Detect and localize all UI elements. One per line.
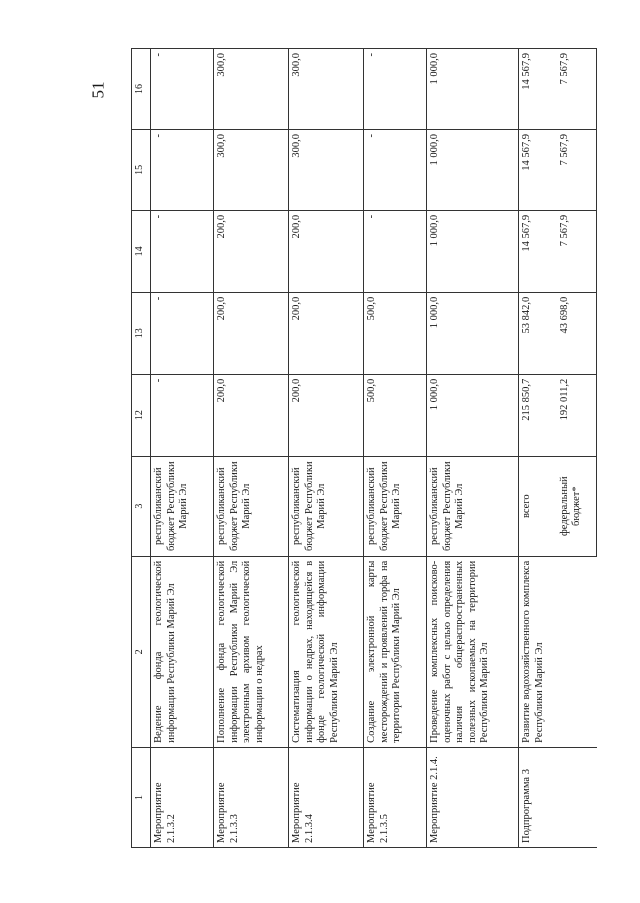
row-name: Создание электронной карты месторождений и проявлений торфа на территории Республики Марий Эл bbox=[364, 556, 427, 747]
row-source: республиканский бюджет Республики Марий Эл bbox=[151, 456, 214, 556]
header-col-13: 13 bbox=[132, 292, 151, 374]
value-col-12: 200,0 bbox=[289, 374, 364, 456]
row-name: Развитие водохозяйственного комплекса Республики Марий Эл bbox=[519, 556, 597, 747]
value-col-13: 500,0 bbox=[364, 292, 427, 374]
table-row bbox=[214, 49, 289, 848]
row-name: Пополнение фонда геологической информации Республики Марий Эл электронным архивом геологической информации о недрах bbox=[214, 556, 289, 747]
value-col-15: 300,0 bbox=[289, 129, 364, 210]
value-col-13: 1 000,0 bbox=[427, 292, 519, 374]
row-id: Мероприятие 2.1.3.4 bbox=[289, 747, 364, 847]
row-id: Мероприятие 2.1.3.2 bbox=[151, 747, 214, 847]
value-col-16: - bbox=[364, 49, 427, 130]
row-id: Мероприятие 2.1.3.3 bbox=[214, 747, 289, 847]
header-col-3: 3 bbox=[132, 456, 151, 556]
row-source: всего bbox=[519, 456, 557, 556]
table-row bbox=[289, 49, 364, 848]
value-col-15: - bbox=[364, 129, 427, 210]
header-col-1: 1 bbox=[132, 747, 151, 847]
value-col-13: - bbox=[151, 292, 214, 374]
value-col-14: 14 567,9 bbox=[519, 210, 557, 292]
value-col-13: 43 698,0 bbox=[557, 292, 597, 374]
row-id: Мероприятие 2.1.4. bbox=[427, 747, 519, 847]
table-row bbox=[427, 49, 519, 848]
row-id: Подпрограмма 3 bbox=[519, 747, 597, 847]
value-col-12: 1 000,0 bbox=[427, 374, 519, 456]
value-col-16: - bbox=[151, 49, 214, 130]
value-col-16: 300,0 bbox=[289, 49, 364, 130]
value-col-16: 14 567,9 bbox=[519, 49, 557, 130]
value-col-12: - bbox=[151, 374, 214, 456]
row-source: республиканский бюджет Республики Марий Эл bbox=[289, 456, 364, 556]
value-col-14: 200,0 bbox=[289, 210, 364, 292]
table-row bbox=[364, 49, 427, 848]
value-col-12: 192 011,2 bbox=[557, 374, 597, 456]
value-col-15: 14 567,9 bbox=[519, 129, 557, 210]
row-source-secondary: федеральный бюджет* bbox=[557, 456, 597, 556]
value-col-13: 200,0 bbox=[214, 292, 289, 374]
table-row bbox=[151, 49, 214, 848]
value-col-16: 1 000,0 bbox=[427, 49, 519, 130]
row-name: Проведение комплексных поисково-оценочных работ с целью определения наличия общераспространенных полезных ископаемых на территории Республики Марий Эл bbox=[427, 556, 519, 747]
row-source: республиканский бюджет Республики Марий Эл bbox=[427, 456, 519, 556]
row-name: Систематизация геологической информации о недрах, находящейся в фонде геологической информации Республики Марий Эл bbox=[289, 556, 364, 747]
value-col-14: - bbox=[364, 210, 427, 292]
value-col-15: 7 567,9 bbox=[557, 129, 597, 210]
value-col-16: 300,0 bbox=[214, 49, 289, 130]
value-col-15: 300,0 bbox=[214, 129, 289, 210]
value-col-14: 1 000,0 bbox=[427, 210, 519, 292]
header-col-12: 12 bbox=[132, 374, 151, 456]
row-id: Мероприятие 2.1.3.5 bbox=[364, 747, 427, 847]
row-source: республиканский бюджет Республики Марий Эл bbox=[214, 456, 289, 556]
page-number: 51 bbox=[88, 81, 108, 99]
header-col-2: 2 bbox=[132, 556, 151, 747]
row-name: Ведение фонда геологической информации Республики Марий Эл bbox=[151, 556, 214, 747]
value-col-14: - bbox=[151, 210, 214, 292]
value-col-13: 200,0 bbox=[289, 292, 364, 374]
value-col-14: 200,0 bbox=[214, 210, 289, 292]
value-col-12: 500,0 bbox=[364, 374, 427, 456]
table-row bbox=[519, 49, 557, 848]
value-col-16: 7 567,9 bbox=[557, 49, 597, 130]
value-col-12: 200,0 bbox=[214, 374, 289, 456]
header-row bbox=[132, 49, 151, 848]
row-source: республиканский бюджет Республики Марий Эл bbox=[364, 456, 427, 556]
value-col-12: 215 850,7 bbox=[519, 374, 557, 456]
rotated-table-container bbox=[131, 48, 621, 848]
header-col-16: 16 bbox=[132, 49, 151, 130]
value-col-13: 53 842,0 bbox=[519, 292, 557, 374]
value-col-15: 1 000,0 bbox=[427, 129, 519, 210]
header-col-15: 15 bbox=[132, 129, 151, 210]
budget-table bbox=[131, 48, 597, 848]
value-col-15: - bbox=[151, 129, 214, 210]
value-col-14: 7 567,9 bbox=[557, 210, 597, 292]
header-col-14: 14 bbox=[132, 210, 151, 292]
